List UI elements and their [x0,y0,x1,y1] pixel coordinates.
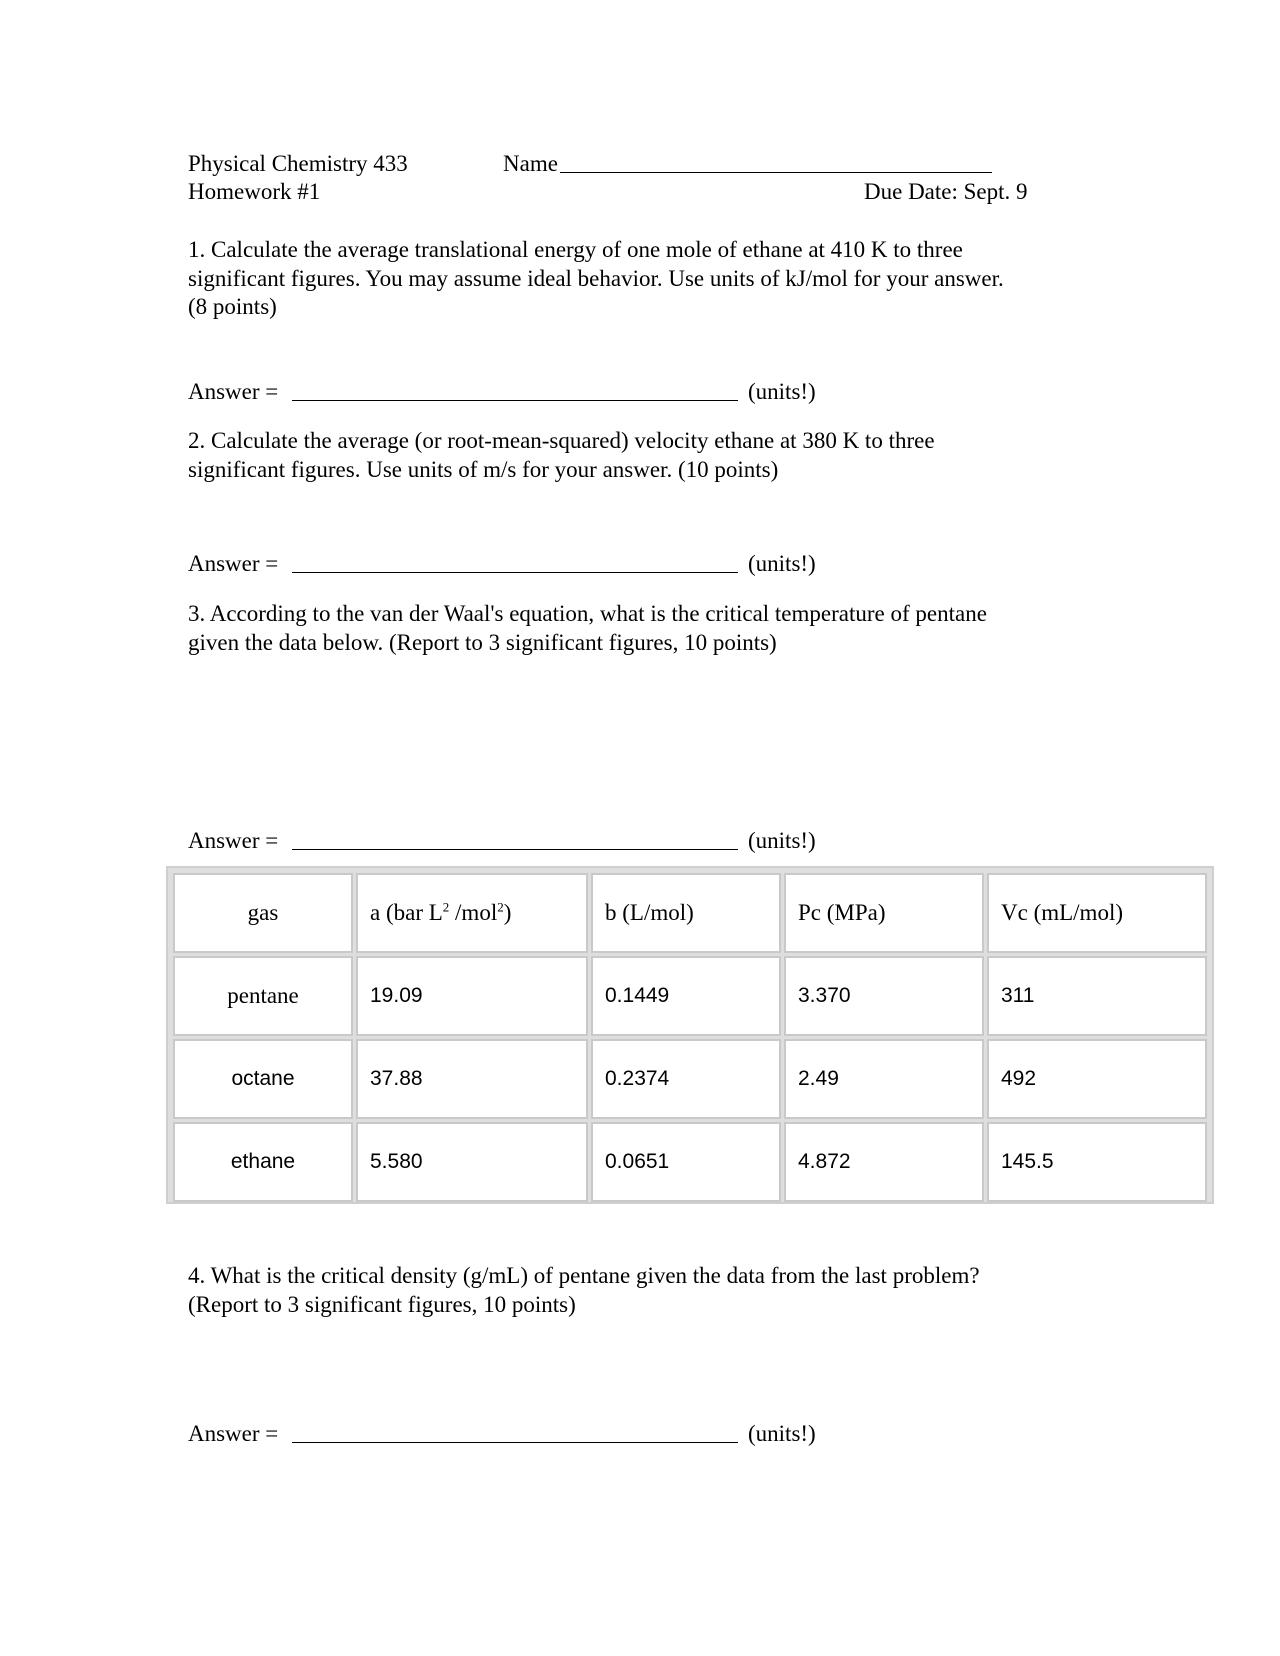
answer-2-label: Answer = [188,551,279,576]
question-2-line: significant figures. Use units of m/s for your answer. (10 points) [188,456,779,482]
header-vc: Vc (mL/mol) [987,873,1207,953]
course-title: Physical Chemistry 433 [188,151,408,176]
question-3 [188,600,1088,657]
table-row [173,1122,1207,1202]
answer-2-line[interactable] [292,572,738,573]
question-1-line: significant figures. You may assume ideal behavior. Use units of kJ/mol for your answer. [188,265,1004,291]
gas-data-table [166,866,1214,1204]
question-4 [188,1262,1088,1319]
header-a [356,873,588,953]
cell-a: 19.09 [356,956,588,1036]
answer-1-units: (units!) [748,379,816,404]
cell-gas: pentane [173,956,353,1036]
answer-1-line[interactable] [292,400,738,401]
cell-gas: octane [173,1039,353,1119]
header-a-text: ) [503,900,512,925]
question-2 [188,427,1088,484]
table-row [173,956,1207,1036]
homework-title: Homework #1 [188,179,321,204]
answer-4-label: Answer = [188,1421,279,1446]
cell-a: 5.580 [356,1122,588,1202]
answer-4-line[interactable] [292,1442,738,1443]
question-3-line: 3. According to the van der Waal's equation, what is the critical temperature of pentane [188,601,987,626]
question-1-line: 1. Calculate the average translational energy of one mole of ethane at 410 K to three [188,237,963,262]
cell-vc: 492 [987,1039,1207,1119]
question-2-line: 2. Calculate the average (or root-mean-squared) velocity ethane at 380 K to three [188,428,935,453]
cell-a: 37.88 [356,1039,588,1119]
cell-gas: ethane [173,1122,353,1202]
cell-pc: 4.872 [784,1122,984,1202]
answer-3-label: Answer = [188,828,279,853]
due-date: Due Date: Sept. 9 [864,179,1028,204]
cell-pc: 2.49 [784,1039,984,1119]
answer-3-units: (units!) [748,828,816,853]
name-label: Name [503,151,558,176]
answer-1-label: Answer = [188,379,279,404]
header-a-text: /mol [449,900,498,925]
cell-pc: 3.370 [784,956,984,1036]
question-4-line: (Report to 3 significant figures, 10 points) [188,1291,576,1317]
name-field-line[interactable] [560,172,992,173]
question-3-line: given the data below. (Report to 3 significant figures, 10 points) [188,629,777,655]
header-a-text: a (bar L [370,900,443,925]
question-4-line: 4. What is the critical density (g/mL) of pentane given the data from the last problem? [188,1263,980,1288]
superscript: 2 [497,899,504,915]
answer-4-units: (units!) [748,1421,816,1446]
header-b: b (L/mol) [591,873,781,953]
cell-b: 0.0651 [591,1122,781,1202]
answer-3-line[interactable] [292,849,738,850]
header-pc: Pc (MPa) [784,873,984,953]
table-header-row [173,873,1207,953]
cell-b: 0.1449 [591,956,781,1036]
superscript: 2 [442,899,450,915]
table-row [173,1039,1207,1119]
question-1 [188,236,1088,322]
cell-vc: 145.5 [987,1122,1207,1202]
answer-2-units: (units!) [748,551,816,576]
cell-vc: 311 [987,956,1207,1036]
cell-b: 0.2374 [591,1039,781,1119]
header-gas: gas [173,873,353,953]
question-1-line: (8 points) [188,294,277,319]
